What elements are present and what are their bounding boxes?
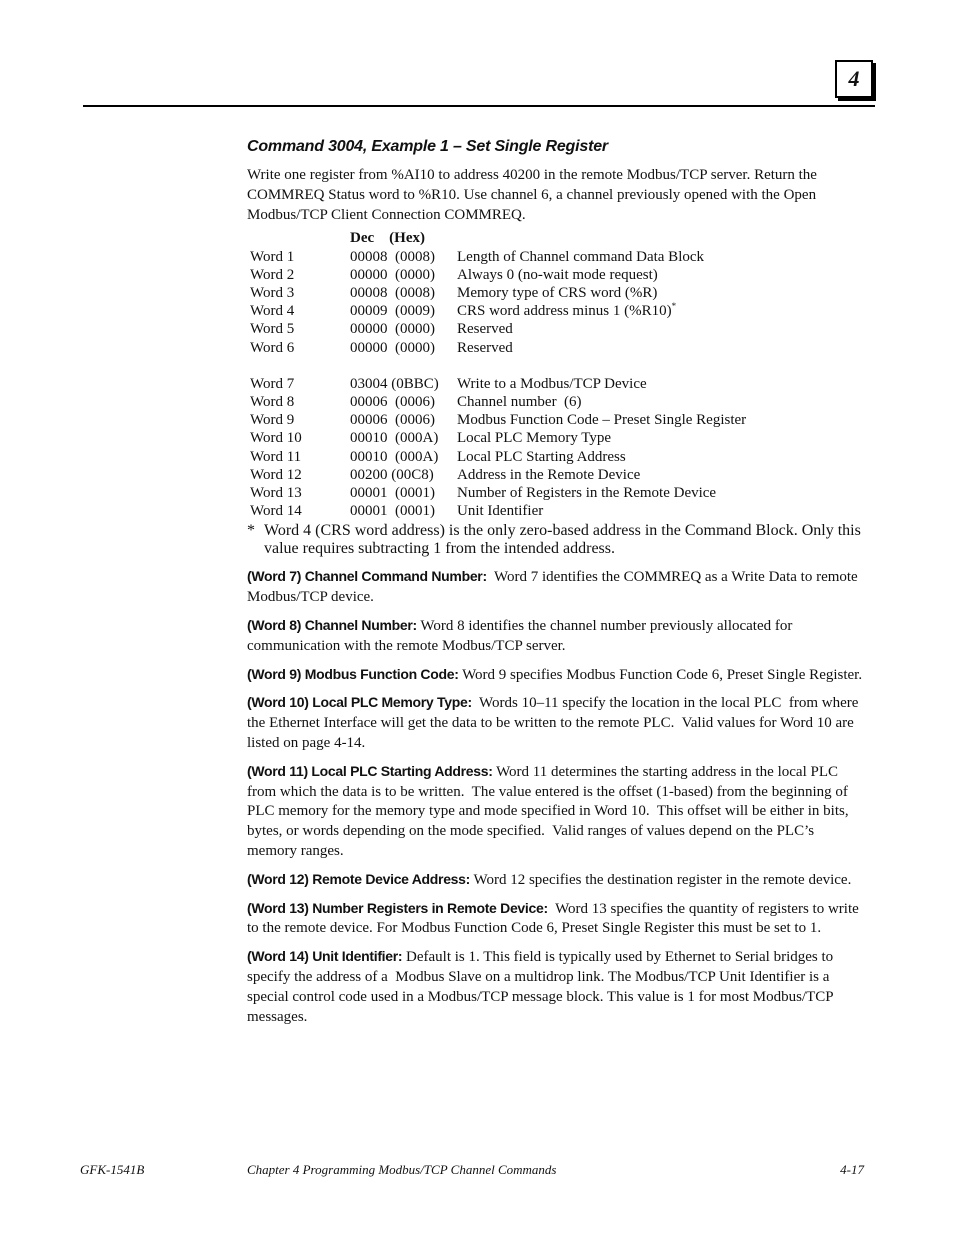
word-description-paragraph <box>247 899 863 940</box>
word-label <box>250 248 350 266</box>
word-value-text: 03004 (0BBC) <box>350 375 439 392</box>
word-label <box>250 284 350 302</box>
footnote-mark: * <box>247 522 255 540</box>
word-description <box>457 320 746 338</box>
word-value <box>350 339 457 357</box>
footer-doc-id: GFK-1541B <box>80 1162 145 1177</box>
table-row <box>250 248 746 266</box>
table-row <box>250 320 746 338</box>
paragraph-lead: (Word 9) Modbus Function Code: <box>247 665 459 682</box>
word-description <box>457 466 746 484</box>
word-value <box>350 448 457 466</box>
word-description <box>457 393 746 411</box>
word-value <box>350 393 457 411</box>
paragraph-text: Default is 1. This field is typically used by Ethernet to Serial bridges to specify the address of a Modbus Slave on a multidrop link. The Modbus/TCP Unit Identifier is a special control code used in a Modbus/TCP message block. This value is 1 for most Modbus/TCP messages. <box>247 949 837 1025</box>
table-header-row <box>250 229 746 247</box>
word-label-text: Word 12 <box>250 466 302 483</box>
word-value-text: 00008 (0008) <box>350 248 435 265</box>
word-value <box>350 429 457 447</box>
paragraph-text: Word 7 identifies the COMMREQ as a Write Data to remote Modbus/TCP device. <box>247 569 862 606</box>
table-row <box>250 502 746 520</box>
header-dec: Dec <box>350 230 375 247</box>
word-value-text: 00008 (0008) <box>350 285 435 301</box>
word-description-text: CRS word address minus 1 (%R10) <box>457 303 672 320</box>
table-row <box>250 466 746 484</box>
word-description-text: Address in the Remote Device <box>457 466 641 483</box>
word-description-paragraph <box>247 665 863 686</box>
paragraph-lead: (Word 10) Local PLC Memory Type: <box>247 694 472 711</box>
word-description <box>457 448 746 466</box>
word-description <box>457 302 746 320</box>
word-description-paragraph <box>247 616 863 657</box>
word-description <box>457 266 746 284</box>
word-value-text: 00000 (0000) <box>350 339 435 356</box>
table-row <box>250 339 746 357</box>
paragraph-text: Word 9 specifies Modbus Function Code 6, Preset Single Register. <box>458 666 863 683</box>
footnote-text: Word 4 (CRS word address) is the only zero-based address in the Command Block. Only this value requires subtracting 1 from the intended address. <box>264 522 861 558</box>
paragraph-text: Word 8 identifies the channel number previously allocated for communication with the remote Modbus/TCP server. <box>247 618 797 654</box>
header-rule <box>83 105 875 107</box>
word-description <box>457 484 746 502</box>
chapter-number-box <box>835 60 873 98</box>
word-value <box>350 320 457 338</box>
word-value <box>350 411 457 429</box>
word-label <box>250 393 350 411</box>
word-value-text: 00006 (0006) <box>350 394 435 411</box>
word-description <box>457 429 746 447</box>
table-row <box>250 393 746 411</box>
word-value-text: 00001 (0001) <box>350 485 435 502</box>
word-label-text: Word 14 <box>250 503 302 520</box>
footer-page-number: 4-17 <box>840 1162 864 1177</box>
footer-chapter: Chapter 4 Programming Modbus/TCP Channel Commands <box>247 1162 557 1177</box>
word-value-text: 00009 (0009) <box>350 303 435 320</box>
word-label-text: Word 4 <box>250 303 295 320</box>
word-description-text: Local PLC Memory Type <box>457 430 612 447</box>
table-row <box>250 484 746 502</box>
table-row <box>250 302 746 320</box>
table-gap <box>250 357 746 375</box>
word-label-text: Word 5 <box>250 321 295 338</box>
word-label <box>250 448 350 466</box>
word-label <box>250 302 350 320</box>
word-label <box>250 375 350 393</box>
paragraph-text: Word 12 specifies the destination register in the remote device. <box>470 871 852 888</box>
word-description <box>457 284 746 302</box>
command-block-table <box>250 229 746 520</box>
word-label <box>250 266 350 284</box>
word-label-text: Word 3 <box>250 285 295 301</box>
word-value-text: 00000 (0000) <box>350 321 435 338</box>
word-description-text: Reserved <box>457 321 513 338</box>
word-description-text: Number of Registers in the Remote Device <box>457 485 717 502</box>
paragraph-text: Words 10–11 specify the location in the local PLC from where the Ethernet Interface will get the data to be written to the remote PLC. Valid values for Word 10 are listed on page 4-14. <box>247 695 863 752</box>
paragraph-text: Word 11 determines the starting address in the local PLC from which the data is to be written. The value entered is the offset (1-based) from the beginning of PLC memory for the memory type and mode specified in Word 10. This offset will be either in bits, bytes, or words depending on the mode specified. Valid ranges of values depend on the PLC’s memory ranges. <box>247 763 853 859</box>
word-value <box>350 466 457 484</box>
word-value-text: 00000 (0000) <box>350 266 435 283</box>
word-value <box>350 284 457 302</box>
paragraph-lead: (Word 8) Channel Number: <box>247 617 417 634</box>
table-row <box>250 448 746 466</box>
word-label <box>250 320 350 338</box>
word-label-text: Word 11 <box>250 448 302 465</box>
word-description <box>457 339 746 357</box>
paragraph-lead: (Word 13) Number Registers in Remote Device: <box>247 899 548 916</box>
table-row <box>250 266 746 284</box>
section-title: Command 3004, Example 1 – Set Single Register <box>247 138 608 155</box>
chapter-number: 4 <box>848 66 860 91</box>
word-value <box>350 484 457 502</box>
word-description-text: Reserved <box>457 339 513 356</box>
word-description-paragraph <box>247 693 863 753</box>
word-description-paragraph <box>247 870 863 891</box>
word-descriptions <box>247 567 863 1027</box>
word-value-text: 00010 (000A) <box>350 448 439 465</box>
word-value-text: 00001 (0001) <box>350 503 435 520</box>
intro-paragraph: Write one register from %AI10 to address 40200 in the remote Modbus/TCP server. Return the COMMREQ Status word to %R10. Use channel 6, a channel previously opened with the Open Modbus/TCP Client Connection COMMREQ. <box>247 167 817 223</box>
word-label <box>250 411 350 429</box>
word-description <box>457 411 746 429</box>
word-description-paragraph <box>247 567 863 608</box>
footnote-reference: * <box>671 301 677 312</box>
word-label-text: Word 13 <box>250 485 302 502</box>
word-description <box>457 502 746 520</box>
word-description-text: Write to a Modbus/TCP Device <box>457 375 647 392</box>
page-content <box>247 138 863 1035</box>
word-label <box>250 429 350 447</box>
word-value <box>350 375 457 393</box>
word-label <box>250 484 350 502</box>
word-value <box>350 302 457 320</box>
word-label-text: Word 7 <box>250 375 295 392</box>
word-label-text: Word 9 <box>250 412 295 429</box>
word-label-text: Word 2 <box>250 266 295 283</box>
word-label <box>250 339 350 357</box>
word-label <box>250 466 350 484</box>
word-label-text: Word 1 <box>250 248 295 265</box>
word-label-text: Word 8 <box>250 394 295 411</box>
paragraph-lead: (Word 12) Remote Device Address: <box>247 870 471 887</box>
word-description-text: Length of Channel command Data Block <box>457 248 705 265</box>
word-label-text: Word 6 <box>250 339 295 356</box>
word-value-text: 00200 (00C8) <box>350 466 434 483</box>
word-description-text: Memory type of CRS word (%R) <box>457 285 658 301</box>
paragraph-text: Word 13 specifies the quantity of registers to write to the remote device. For Modbus Function Code 6, Preset Single Register this must be set to 1. <box>247 900 863 937</box>
word-description-text: Unit Identifier <box>457 503 544 520</box>
table-header <box>350 229 746 247</box>
word-label <box>250 502 350 520</box>
word-value-text: 00010 (000A) <box>350 430 439 447</box>
word-description <box>457 248 746 266</box>
word-description-paragraph <box>247 947 863 1027</box>
word-description-text: Channel number (6) <box>457 394 582 411</box>
table-row <box>250 375 746 393</box>
paragraph-lead: (Word 7) Channel Command Number: <box>247 568 487 585</box>
word-description-text: Modbus Function Code – Preset Single Register <box>457 412 747 429</box>
word-value <box>350 266 457 284</box>
word-description-text: Always 0 (no-wait mode request) <box>457 266 658 283</box>
word-value <box>350 502 457 520</box>
word-description-text: Local PLC Starting Address <box>457 448 626 465</box>
header-hex: (Hex) <box>389 230 425 247</box>
paragraph-lead: (Word 11) Local PLC Starting Address: <box>247 762 493 779</box>
word-description-paragraph <box>247 762 863 862</box>
word-value <box>350 248 457 266</box>
table-row <box>250 284 746 302</box>
footnote <box>247 522 863 558</box>
table-row <box>250 411 746 429</box>
word-label-text: Word 10 <box>250 430 302 447</box>
word-description <box>457 375 746 393</box>
paragraph-lead: (Word 14) Unit Identifier: <box>247 948 403 965</box>
table-row <box>250 429 746 447</box>
word-value-text: 00006 (0006) <box>350 412 435 429</box>
